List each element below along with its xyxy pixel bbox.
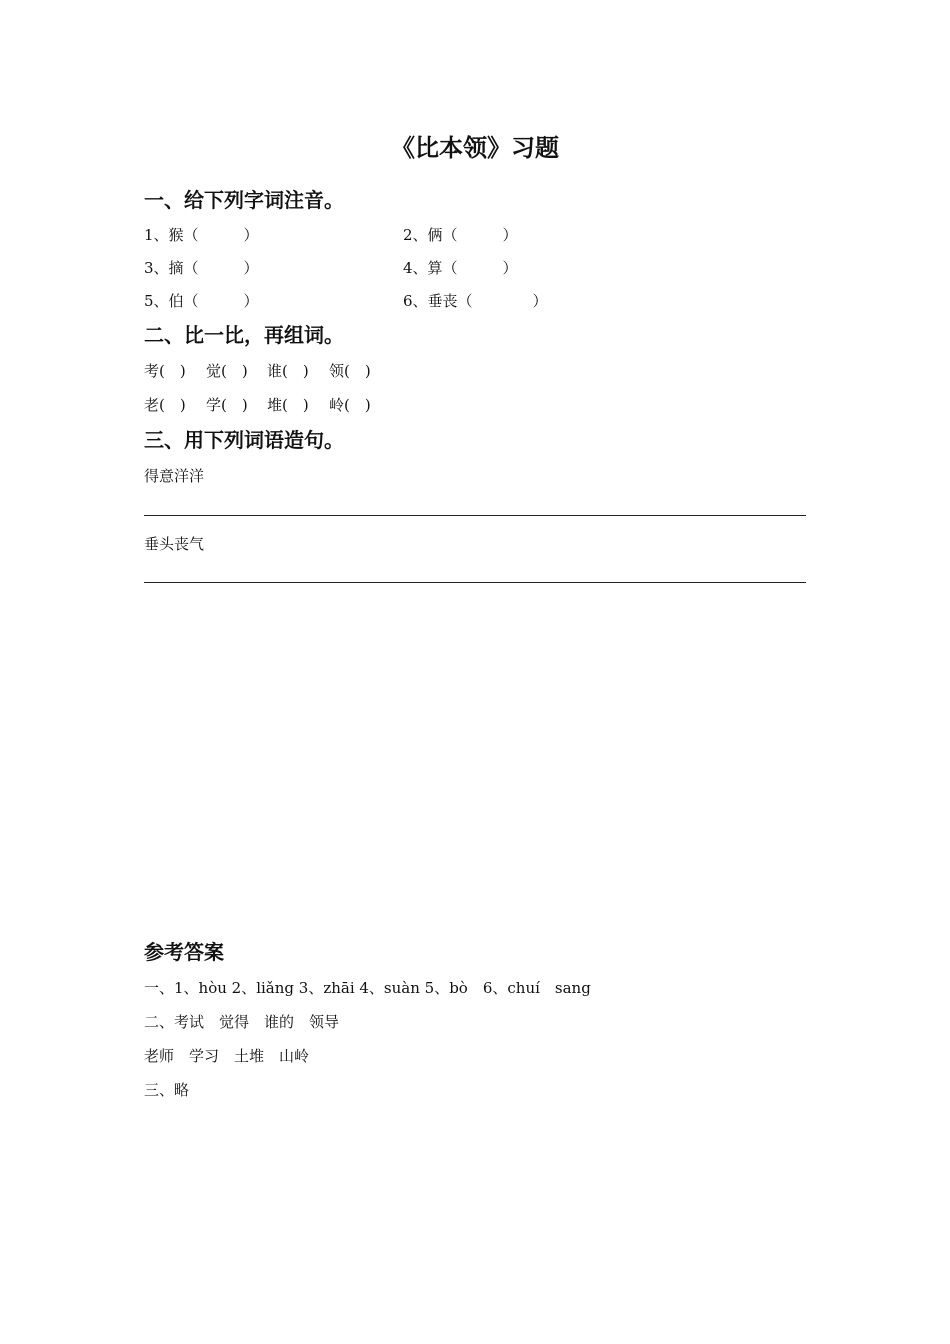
compare-word-1: 考( ): [144, 362, 186, 380]
section-1-heading: 一、给下列字词注音。: [144, 188, 344, 212]
compare-word-8: 岭( ): [329, 396, 371, 414]
answer-line-text-3: 老师 学习 土堆 山岭: [144, 1047, 310, 1065]
compare-word-7: 堆( ): [267, 396, 309, 414]
page-title: 《比本领》习题: [391, 134, 559, 162]
pinyin-item-1: 1、猴（ ）: [144, 226, 259, 244]
answer-line-2: [144, 582, 806, 583]
compare-word-4: 领( ): [329, 362, 371, 380]
pinyin-item-3: 3、摘（ ）: [144, 259, 259, 277]
pinyin-item-4: 4、算（ ）: [403, 259, 518, 277]
compare-word-6: 学( ): [206, 396, 248, 414]
answer-line-text-4: 三、略: [144, 1081, 190, 1099]
answer-line-text-2: 二、考试 觉得 谁的 领导: [144, 1013, 340, 1031]
section-3-heading: 三、用下列词语造句。: [144, 428, 344, 452]
compare-word-3: 谁( ): [267, 362, 309, 380]
compare-word-5: 老( ): [144, 396, 186, 414]
pinyin-item-5: 5、伯（ ）: [144, 292, 259, 310]
pinyin-item-2: 2、俩（ ）: [403, 226, 518, 244]
sentence-word-2: 垂头丧气: [144, 535, 205, 553]
answer-line-1: [144, 515, 806, 516]
answer-line-text-1: 一、1、hòu 2、liǎng 3、zhāi 4、suàn 5、bò 6、chuí sang: [144, 979, 591, 997]
sentence-word-1: 得意洋洋: [144, 467, 205, 485]
pinyin-item-6: 6、垂丧（ ）: [403, 292, 548, 310]
answers-heading: 参考答案: [144, 940, 224, 964]
compare-word-2: 觉( ): [206, 362, 248, 380]
section-2-heading: 二、比一比，再组词。: [144, 323, 344, 347]
